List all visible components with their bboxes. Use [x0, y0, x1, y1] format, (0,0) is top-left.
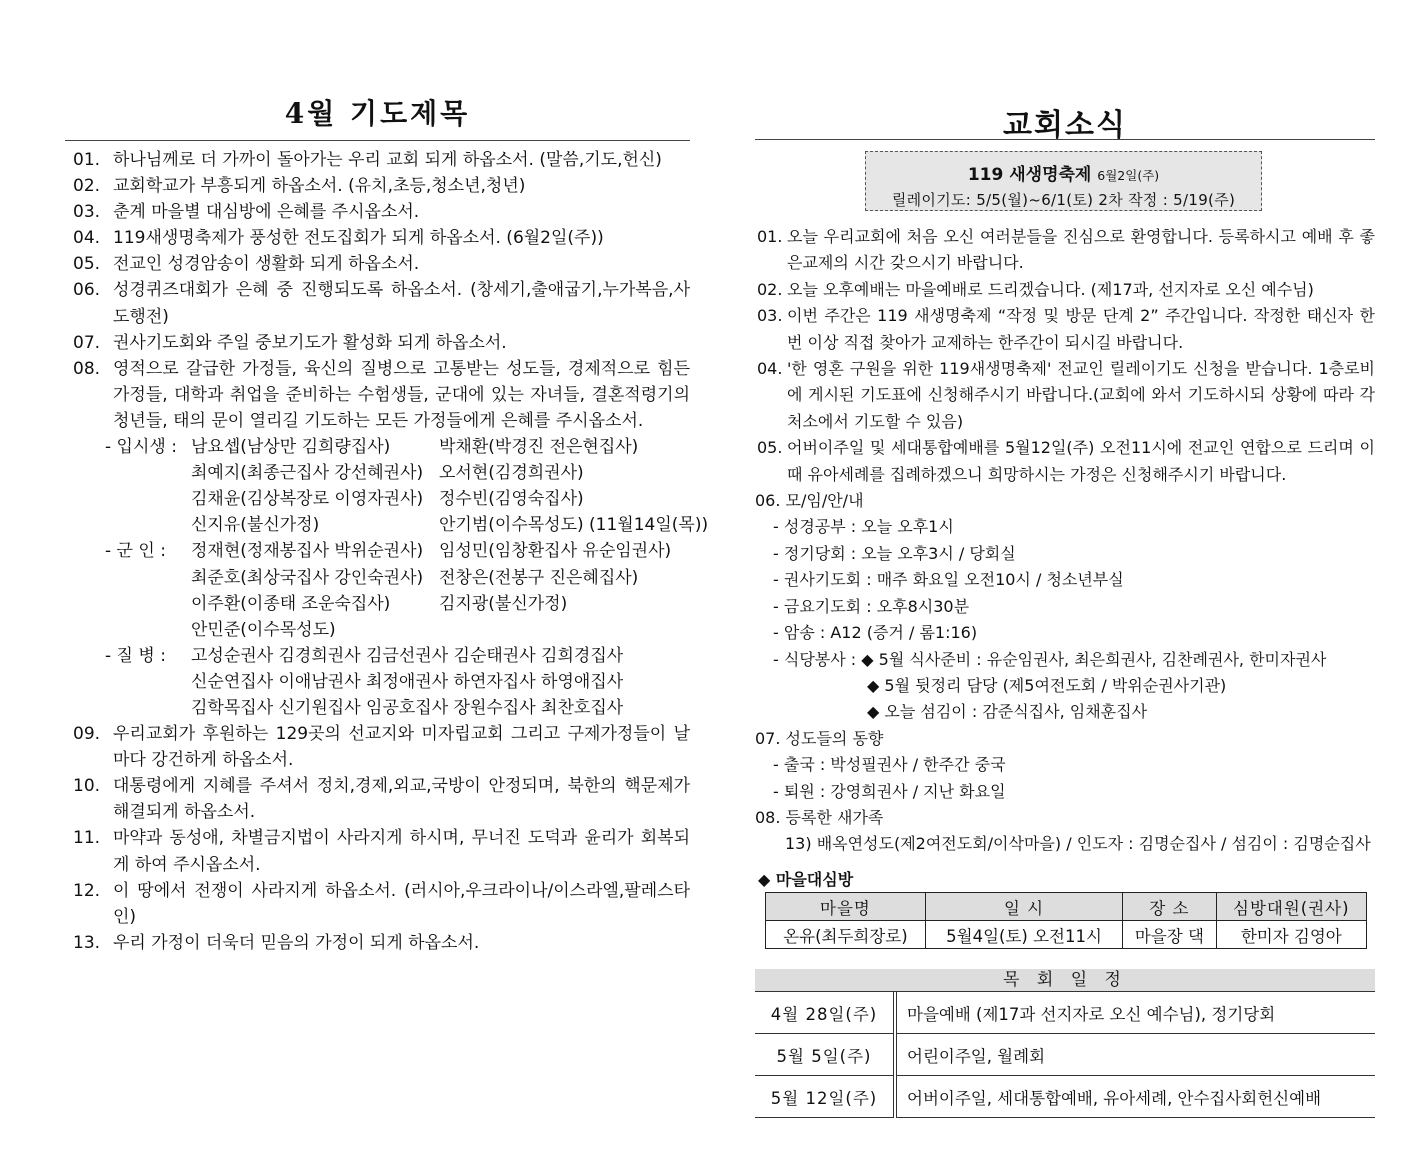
name-entry: 안민준(이수목성도)	[191, 619, 336, 640]
students-group: - 입시생 : 남요셉(남상만 김희량집사) 박채환(박경진 전은현집사) 최예지(최종근집사 강선혜권사) 오서현(김경희권사) 김채윤(김상복장로 이영자권사) 정수빈(김영숙집사) 신지유(불신가정) 안기범(이수목성도) (11월14일(목))	[65, 434, 690, 538]
meeting-line: - 성경공부 : 오늘 오후1시	[773, 517, 954, 537]
name-entry: 최예지(최종근집사 강선혜권사)	[191, 463, 424, 484]
name-entry: 이주환(이종태 조운숙집사)	[191, 593, 391, 614]
prayer-list	[65, 147, 709, 956]
meeting-line: - 권사기도회 : 매주 화요일 오전10시 / 청소년부실	[773, 570, 1124, 590]
name-entry: 정재현(정재봉집사 박위순권사)	[191, 541, 424, 562]
prayer-item: 03. 춘계 마을별 대심방에 은혜를 주시옵소서.	[73, 202, 420, 223]
schedule-table	[755, 992, 1375, 1118]
meetings-heading: 06. 모/임/안/내	[755, 491, 864, 511]
sick-group: - 질 병 : 고성순권사 김경희권사 김금선권사 김순태권사 김희경집사 신순연집사 이애남권사 최정애권사 하연자집사 하영애집사 김학목집사 신기원집사 임공호집사 장원수집사 최찬호집사	[65, 643, 690, 721]
meeting-line: - 암송 : A12 (증거 / 롬1:16)	[773, 623, 978, 643]
visit-header: 심방대원(권사)	[1216, 893, 1366, 921]
members-heading: 07. 성도들의 동향	[755, 728, 884, 748]
soldiers-group: - 군 인 : 정재현(정재봉집사 박위순권사) 임성민(임창환집사 유순임권사) 최준호(최상국집사 강인숙권사) 전창은(전봉구 진은혜집사) 이주환(이종태 조운숙집사) 김지광(불신가정) 안민준(이수목성도)	[65, 538, 690, 642]
visit-header: 일 시	[925, 893, 1122, 921]
name-entry: 오서현(김경희권사)	[439, 463, 584, 484]
name-entry	[439, 617, 671, 643]
member-line: - 퇴원 : 강영희권사 / 지난 화요일	[773, 781, 1006, 801]
meeting-line: - 식당봉사 : ◆ 5월 식사준비 : 유순임권사, 최은희권사, 김찬례권사, 한미자권사	[773, 649, 1327, 669]
prayer-item: 12. 이 땅에서 전쟁이 사라지게 하옵소서. (러시아,우크라이나/이스라엘,팔레스타인)	[73, 880, 690, 927]
meeting-line: - 정기당회 : 오늘 오후3시 / 당회실	[773, 543, 1016, 563]
news-item: 02. 오늘 오후예배는 마을예배로 드리겠습니다. (제17과, 선지자로 오신 예수님)	[757, 279, 1314, 299]
banner-title: 119 새생명축제	[967, 165, 1092, 185]
meeting-line: - 금요기도회 : 오후8시30분	[773, 596, 970, 616]
prayer-item: 08. 영적으로 갈급한 가정들, 육신의 질병으로 고통받는 성도들, 경제적으로 힘든 가정들, 대학과 취업을 준비하는 수험생들, 군대에 있는 자녀들, 결혼적령기의 청년들, 태의 문이 열리길 기도하는 모든 가정들에게 은혜를 주시옵소서.	[73, 358, 690, 431]
name-entry: 박채환(박경진 전은현집사)	[439, 437, 639, 458]
prayer-item: 04. 119새생명축제가 풍성한 전도집회가 되게 하옵소서. (6월2일(주))	[73, 228, 604, 249]
meal-bullet: ◆ 5월 뒷정리 담당 (제5여전도회 / 박위순권사기관)	[867, 675, 1227, 695]
name-entry: 김채윤(김상복장로 이영자권사)	[191, 489, 424, 510]
name-entry: 전창은(전봉구 진은혜집사)	[439, 567, 639, 588]
news-item: 03. 이번 주간은 119 새생명축제 “작정 및 방문 단계 2” 주간입니다. 작정한 태신자 한 번 이상 직접 찾아가 교제하는 한주간이 되시길 바랍니다.	[757, 306, 1375, 352]
prayer-item: 07. 권사기도회와 주일 중보기도가 활성화 되게 하옵소서.	[73, 332, 507, 353]
newfamily-line: 13) 배옥연성도(제2여전도회/이삭마을) / 인도자 : 김명순집사 / 섬김이 : 김명순집사	[785, 834, 1371, 854]
table-row: 5월 12일(주) 어버이주일, 세대통합예배, 유아세례, 안수집사회헌신예배	[755, 1076, 1375, 1118]
name-entry: 최준호(최상국집사 강인숙권사)	[191, 567, 424, 588]
news-title: 교회소식	[1003, 108, 1127, 143]
name-entry: 김지광(불신가정)	[439, 593, 568, 614]
sick-line: 신순연집사 이애남권사 최정애권사 하연자집사 하영애집사	[191, 671, 624, 692]
prayer-item: 13. 우리 가정이 더욱더 믿음의 가정이 되게 하옵소서.	[73, 932, 480, 953]
name-entry: 신지유(불신가정)	[191, 515, 320, 536]
prayer-title: 4월 기도제목	[284, 97, 471, 130]
prayer-item: 02. 교회학교가 부흥되게 하옵소서. (유치,초등,청소년,청년)	[73, 176, 526, 197]
prayer-item: 11. 마약과 동성애, 차별금지법이 사라지게 하시며, 무너진 도덕과 윤리가 회복되게 하여 주시옵소서.	[73, 828, 690, 875]
news-item: 05. 어버이주일 및 세대통합예배를 5월12일(주) 오전11시에 전교인 연합으로 드리며 이때 유아세례를 집례하겠으니 희망하시는 가정은 신청해주시기 바랍니다.	[757, 438, 1375, 484]
visit-header: 장 소	[1123, 893, 1216, 921]
name-entry: 임성민(임창환집사 유순임권사)	[439, 541, 672, 562]
table-row: 온유(최두희장로) 5월4일(토) 오전11시 마을장 댁 한미자 김영아	[766, 921, 1367, 949]
sick-line: 김학목집사 신기원집사 임공호집사 장원수집사 최찬호집사	[191, 697, 624, 718]
meal-bullet: ◆ 오늘 섬김이 : 감준식집사, 임채훈집사	[867, 702, 1148, 722]
title-rule	[65, 140, 690, 141]
visit-header: 마을명	[766, 893, 926, 921]
schedule-title: 목 회 일 정	[755, 969, 1375, 992]
name-entry: 정수빈(김영숙집사)	[439, 489, 584, 510]
prayer-item: 05. 전교인 성경암송이 생활화 되게 하옵소서.	[73, 254, 420, 275]
visit-title: ◆ 마을대심방	[758, 870, 854, 889]
prayer-item: 09. 우리교회가 후원하는 129곳의 선교지와 미자립교회 그리고 구제가정들이 날마다 강건하게 하옵소서.	[73, 724, 690, 771]
title-rule	[755, 139, 1375, 140]
name-entry: 안기범(이수목성도) (11월14일(목))	[439, 515, 709, 536]
news-item: 04. '한 영혼 구원을 위한 119새생명축제' 전교인 릴레이기도 신청을 받습니다. 1층로비에 게시된 기도표에 신청해주시기 바랍니다.(교회에 와서 기도하시되 상황에 따라 각 처소에서 기도할 수 있음)	[757, 359, 1375, 431]
sick-line: 고성순권사 김경희권사 김금선권사 김순태권사 김희경집사	[191, 645, 624, 666]
banner-subline: 릴레이기도: 5/5(월)~6/1(토) 2차 작정 : 5/19(주)	[891, 191, 1236, 209]
member-line: - 출국 : 박성필권사 / 한주간 중국	[773, 755, 1006, 775]
prayer-item: 01. 하나님께로 더 가까이 돌아가는 우리 교회 되게 하옵소서. (말씀,기도,헌신)	[73, 150, 662, 170]
name-entry: 남요셉(남상만 김희량집사)	[191, 437, 391, 458]
visit-table	[765, 892, 1367, 949]
table-row: 5월 5일(주) 어린이주일, 월례회	[755, 1034, 1375, 1076]
news-list	[755, 224, 1375, 858]
newfamily-heading: 08. 등록한 새가족	[755, 807, 884, 827]
news-item: 01. 오늘 우리교회에 처음 오신 여러분들을 진심으로 환영합니다. 등록하시고 예배 후 좋은교제의 시간 갖으시기 바랍니다.	[757, 227, 1375, 273]
prayer-item: 06. 성경퀴즈대회가 은혜 중 진행되도록 하옵소서. (창세기,출애굽기,누가복음,사도행전)	[73, 280, 690, 327]
table-row: 4월 28일(주) 마을예배 (제17과 선지자로 오신 예수님), 정기당회	[755, 992, 1375, 1034]
festival-banner	[865, 151, 1262, 211]
banner-date: 6월2일(주)	[1097, 168, 1160, 183]
prayer-item: 10. 대통령에게 지혜를 주셔서 정치,경제,외교,국방이 안정되며, 북한의 핵문제가 해결되게 하옵소서.	[73, 776, 690, 823]
